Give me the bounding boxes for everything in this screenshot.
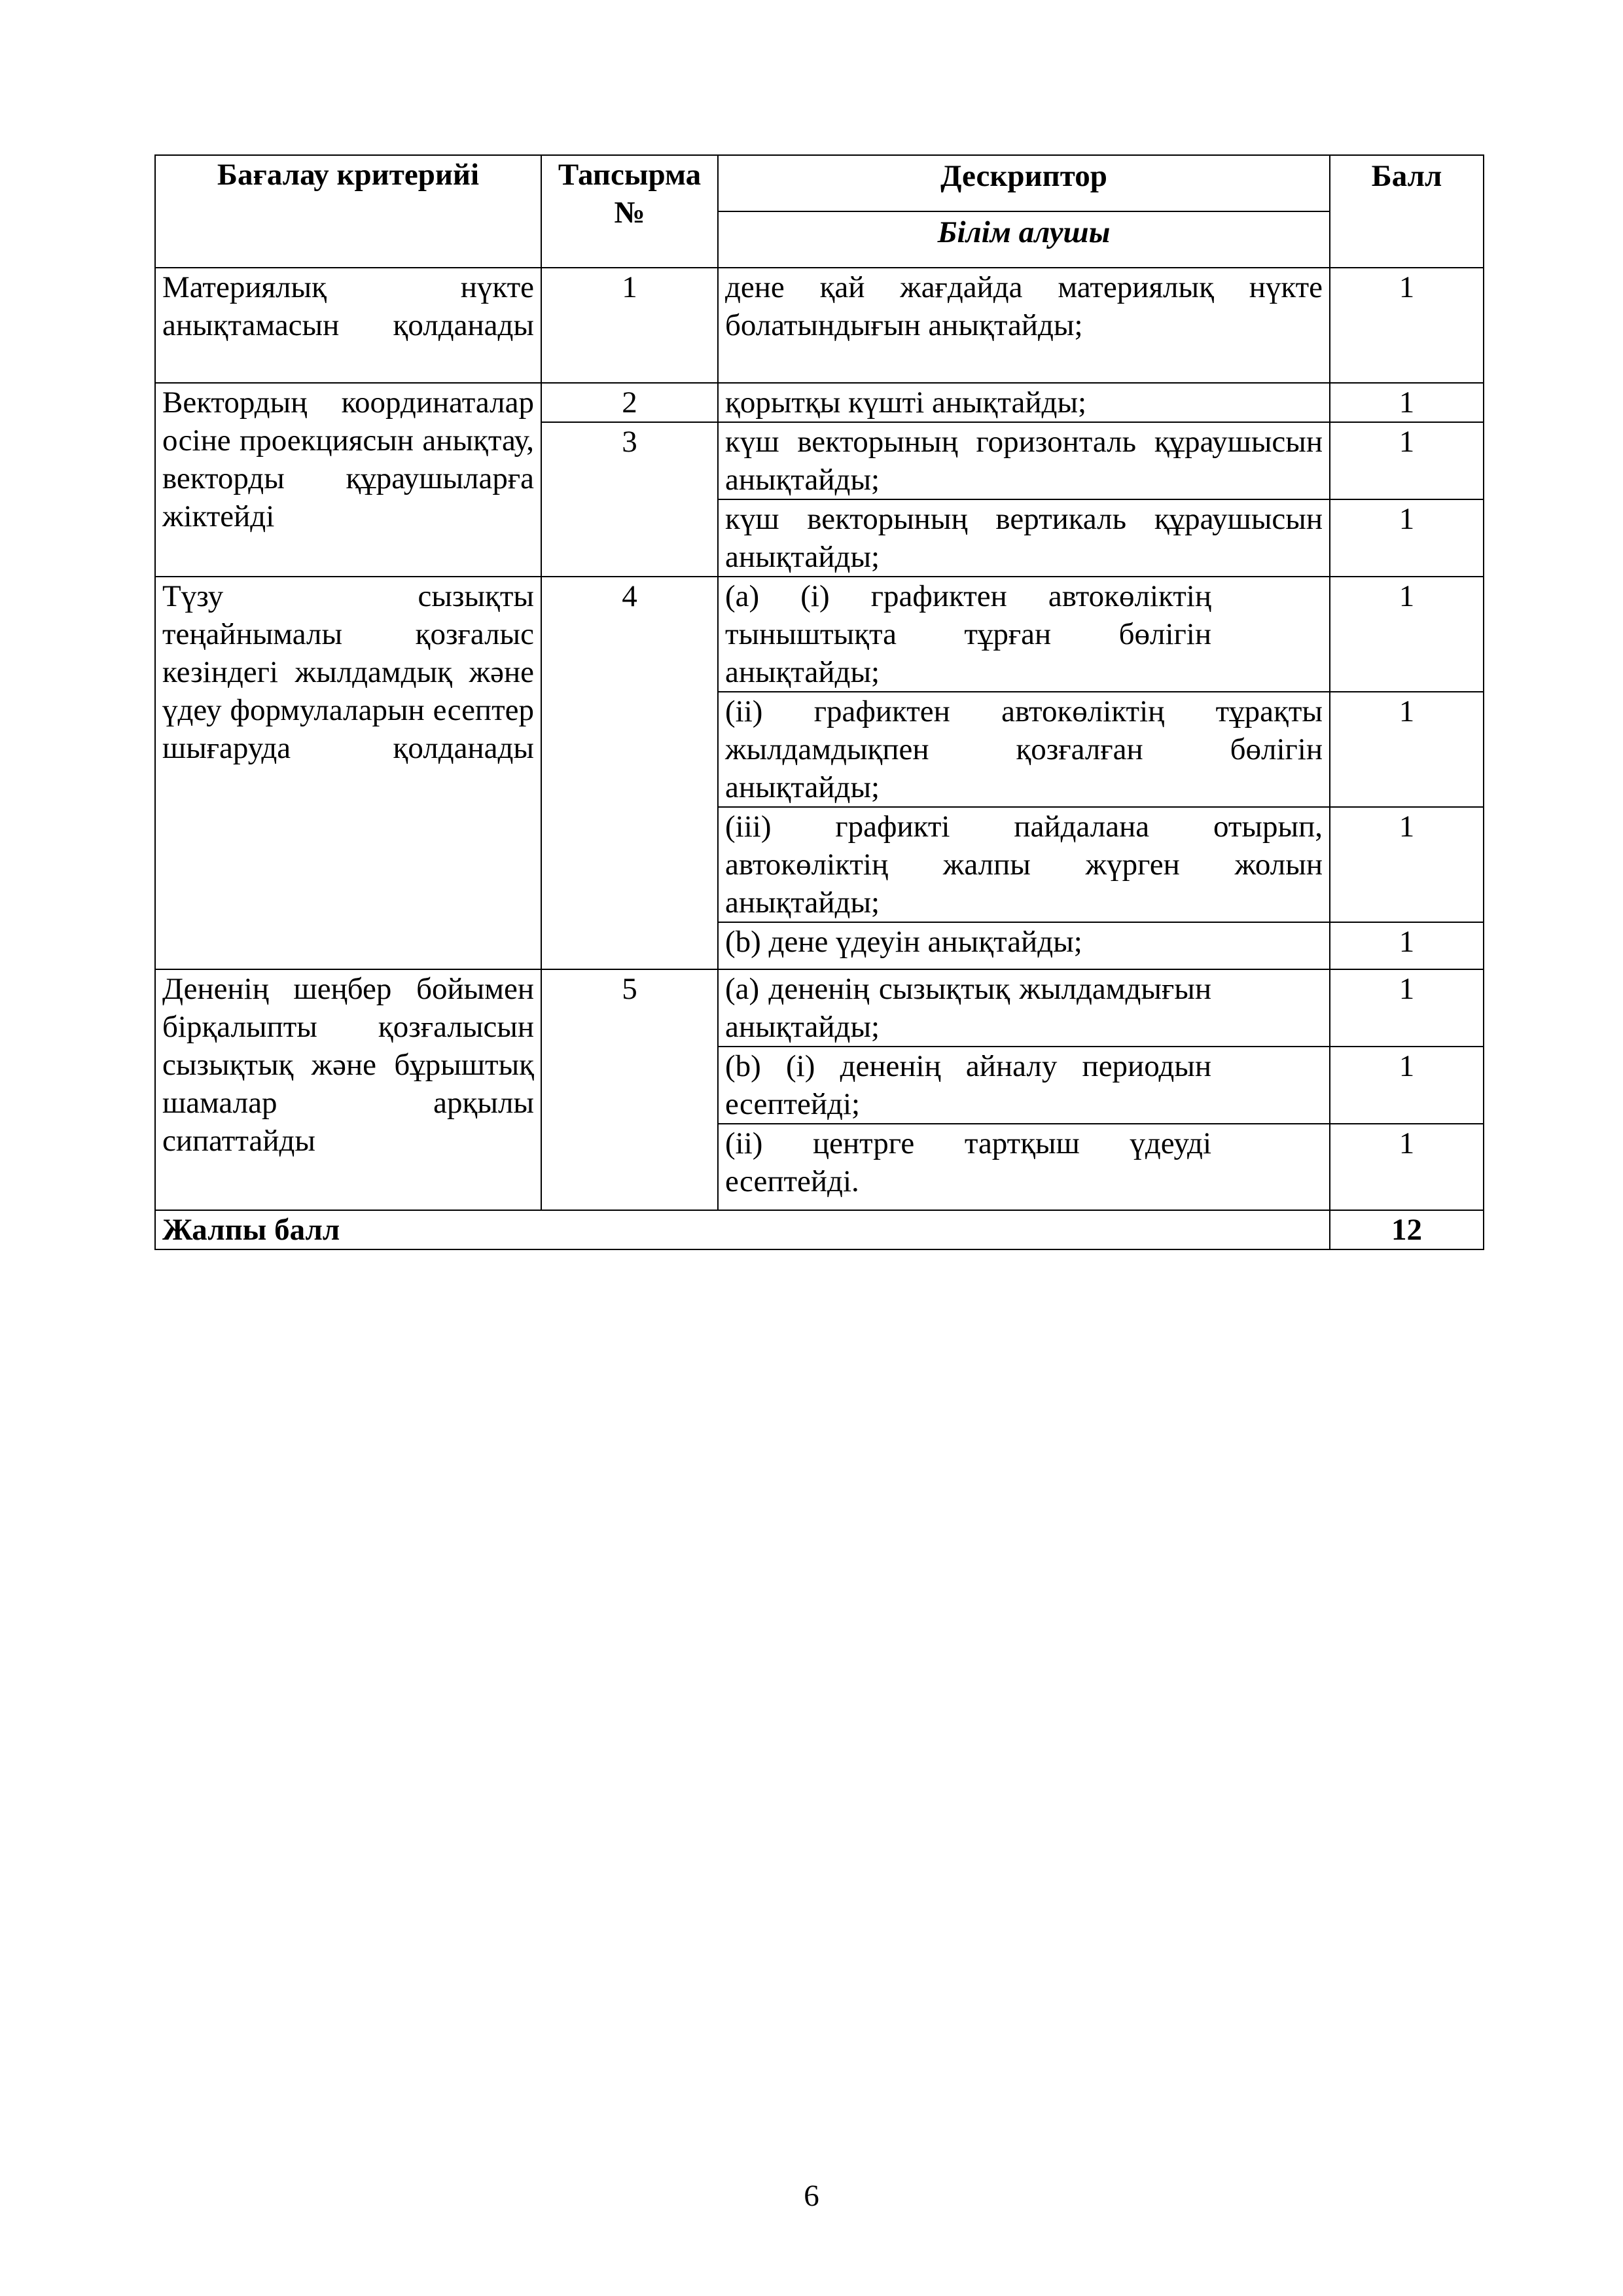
descriptor-cell: (iii) графикті пайдалана отырып, автокөліктің жалпы жүрген жолын анықтайды;: [718, 807, 1330, 922]
assessment-rubric-table: [154, 154, 1484, 1250]
descriptor-cell: қорытқы күшті анықтайды;: [718, 383, 1330, 422]
descriptor-cell: (ii) центрге тартқыш үдеуді есептейді.: [718, 1124, 1330, 1210]
descriptor-cell: күш векторының вертикаль құраушысын анықтайды;: [718, 499, 1330, 577]
page-number: 6: [804, 2179, 819, 2213]
descriptor-cell: (b) (i) дененің айналу периодын есептейді;: [718, 1047, 1330, 1124]
header-criterion: Бағалау критерийі: [155, 155, 541, 268]
criterion-cell: Дененің шеңбер бойымен бірқалыпты қозғалысын сызықтық және бұрыштық шамалар арқылы сипаттайды: [155, 969, 541, 1210]
score-cell: 1: [1330, 499, 1484, 577]
table-row: [155, 268, 1484, 383]
descriptor-cell: дене қай жағдайда материялық нүкте болатындығын анықтайды;: [718, 268, 1330, 383]
descriptor-cell: (ii) графиктен автокөліктің тұрақты жылдамдықпен қозғалған бөлігін анықтайды;: [718, 692, 1330, 807]
total-row: [155, 1210, 1484, 1249]
criterion-cell: Материялық нүкте анықтамасын қолданады: [155, 268, 541, 383]
descriptor-cell: күш векторының горизонталь құраушысын анықтайды;: [718, 422, 1330, 499]
score-cell: 1: [1330, 383, 1484, 422]
header-score: Балл: [1330, 155, 1484, 268]
task-number: 3: [541, 422, 718, 577]
descriptor-cell: (b) дене үдеуін анықтайды;: [718, 922, 1330, 969]
header-descriptor: Дескриптор: [718, 155, 1330, 211]
task-number: 5: [541, 969, 718, 1210]
score-cell: 1: [1330, 969, 1484, 1047]
score-cell: 1: [1330, 422, 1484, 499]
header-row: [155, 155, 1484, 211]
score-cell: 1: [1330, 1047, 1484, 1124]
task-number: 4: [541, 577, 718, 969]
total-label: Жалпы балл: [155, 1210, 1330, 1249]
score-cell: 1: [1330, 807, 1484, 922]
descriptor-cell: (a) (i) графиктен автокөліктің тыныштықта тұрған бөлігін анықтайды;: [718, 577, 1330, 692]
task-number: 2: [541, 383, 718, 422]
header-learner: Білім алушы: [718, 211, 1330, 268]
descriptor-cell: (a) дененің сызықтық жылдамдығын анықтайды;: [718, 969, 1330, 1047]
task-number: 1: [541, 268, 718, 383]
score-cell: 1: [1330, 1124, 1484, 1210]
score-cell: 1: [1330, 692, 1484, 807]
header-task: Тапсырма №: [541, 155, 718, 268]
score-cell: 1: [1330, 922, 1484, 969]
criterion-cell: Вектордың координаталар осіне проекциясын анықтау, векторды құраушыларға жіктейді: [155, 383, 541, 577]
table-row: [155, 383, 1484, 422]
total-value: 12: [1330, 1210, 1484, 1249]
table-row: [155, 969, 1484, 1047]
score-cell: 1: [1330, 577, 1484, 692]
score-cell: 1: [1330, 268, 1484, 383]
table-row: [155, 577, 1484, 692]
criterion-cell: Түзу сызықты теңайнымалы қозғалыс кезіндегі жылдамдық және үдеу формулаларын есептер шығаруда қолданады: [155, 577, 541, 969]
